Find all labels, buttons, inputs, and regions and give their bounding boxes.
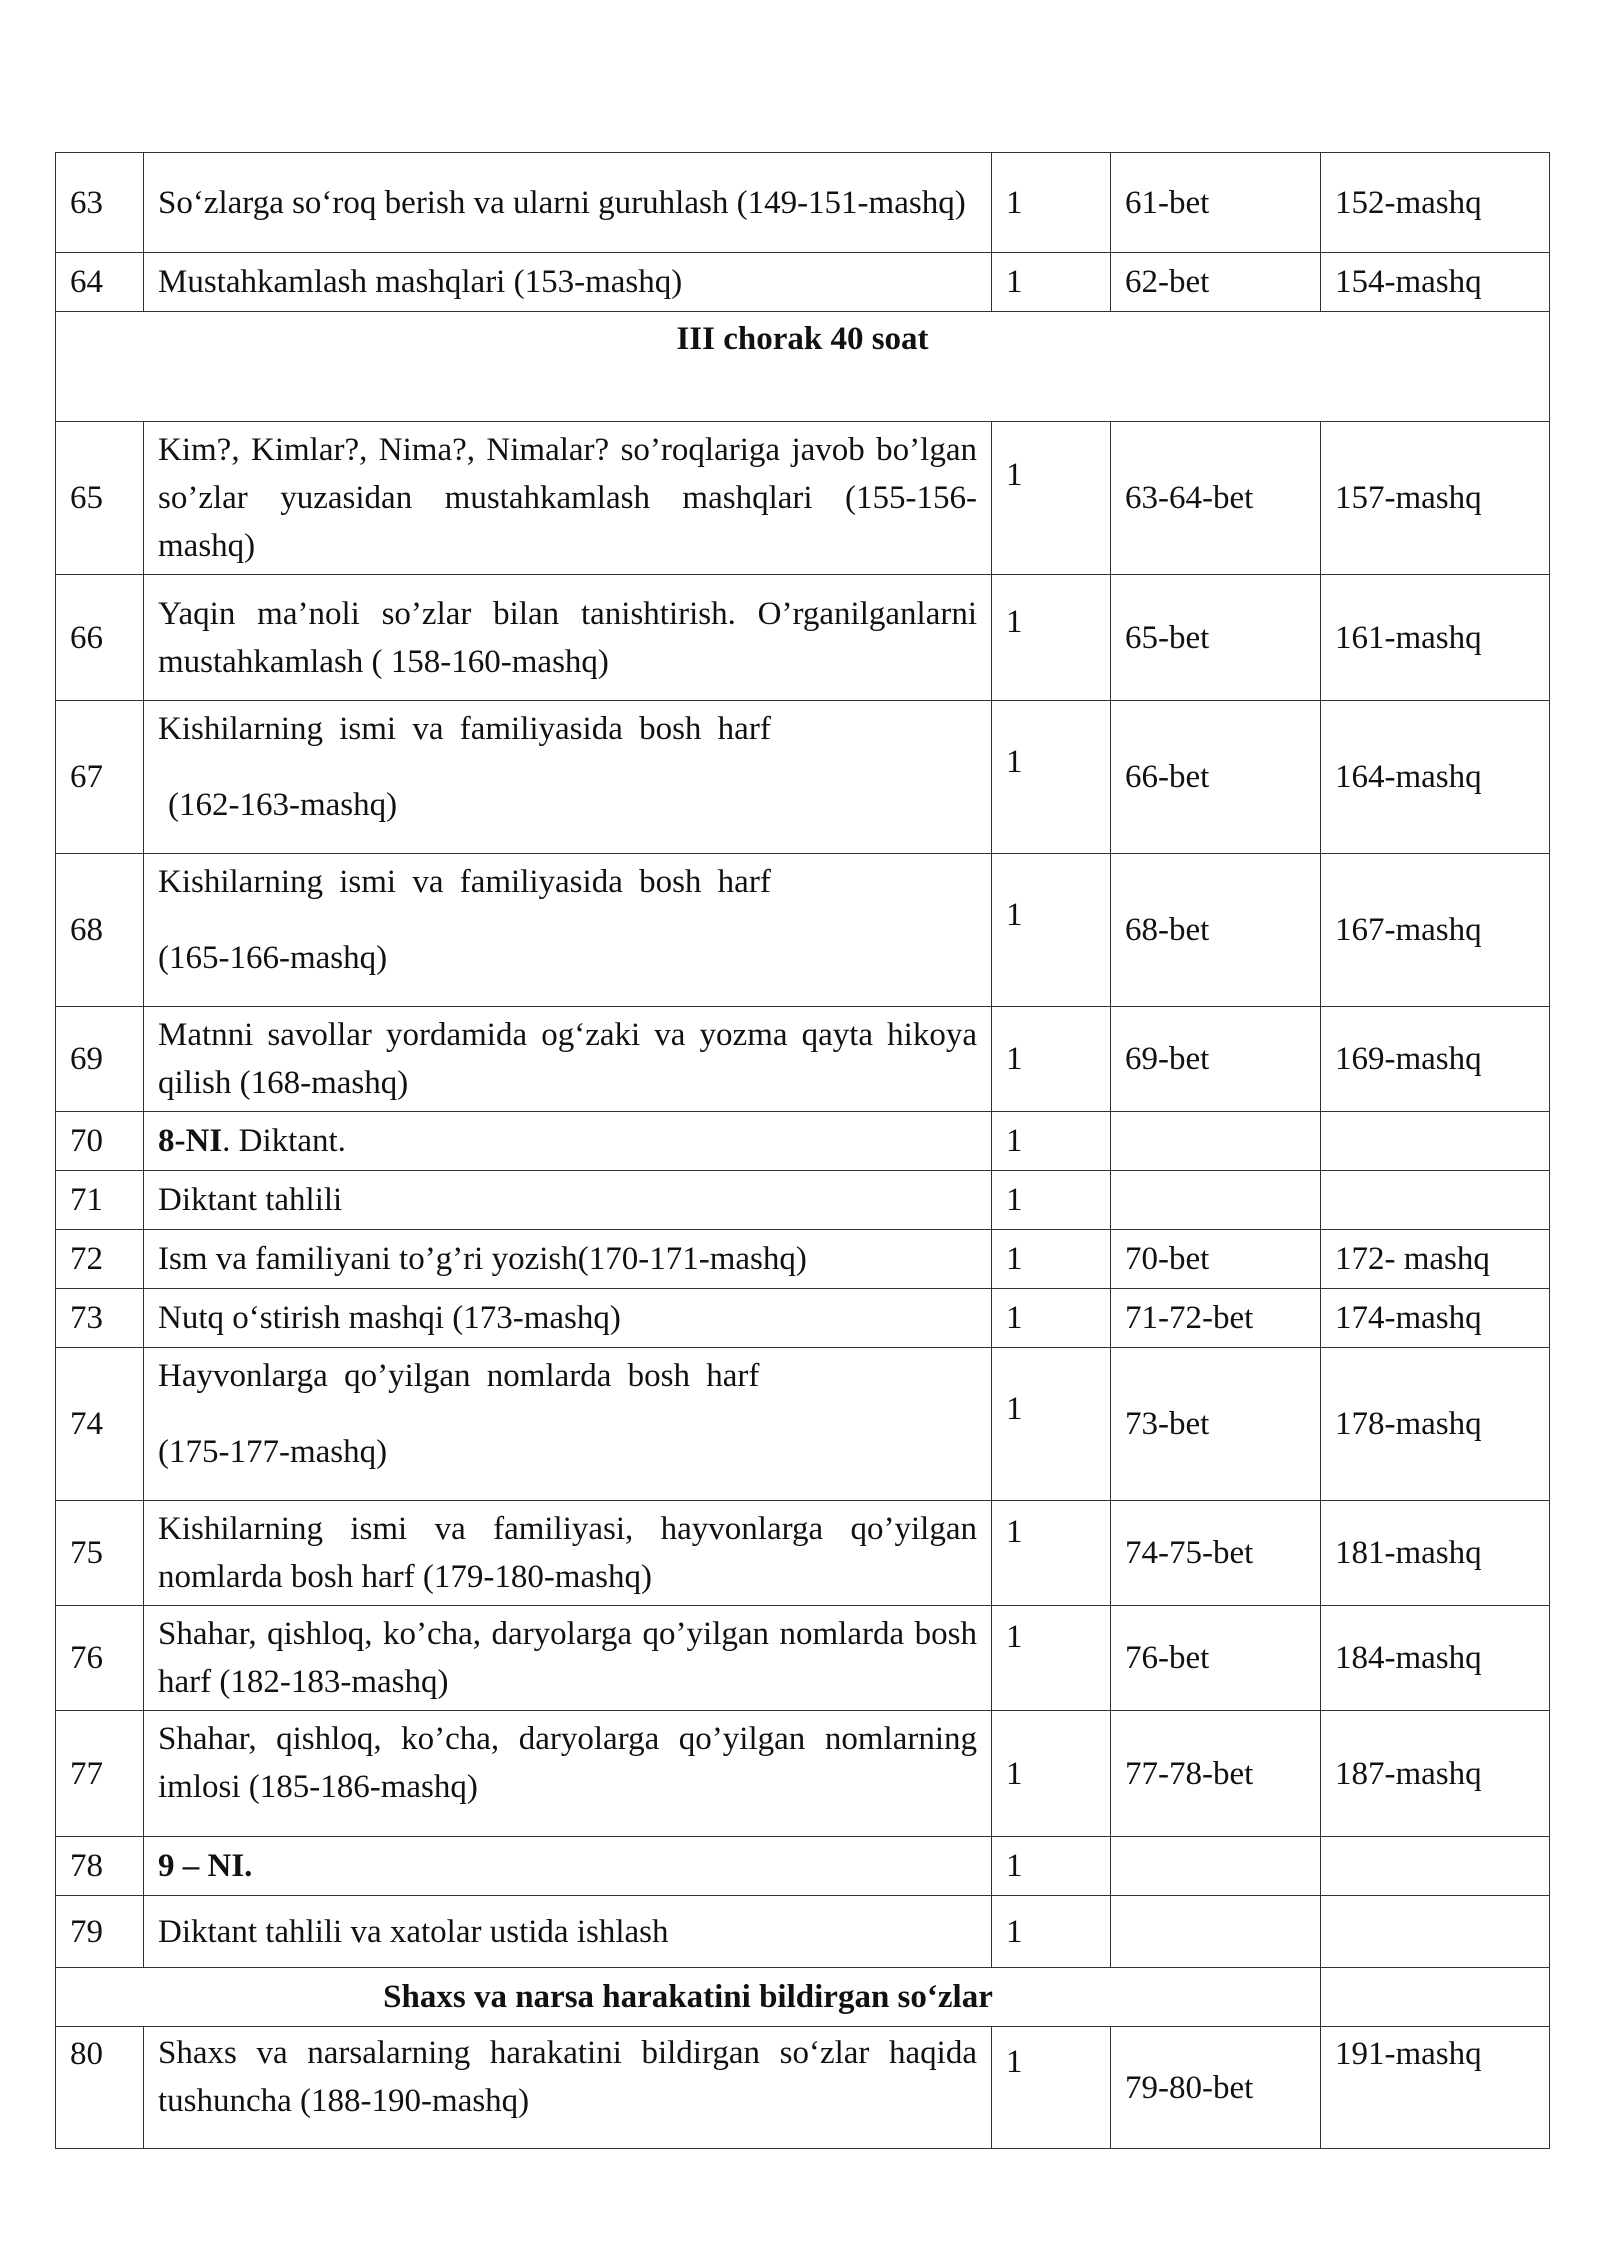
empty-cell: [1321, 1968, 1550, 2027]
table-row: [56, 1230, 1550, 1289]
lesson-hours: 1: [992, 1007, 1111, 1112]
textbook-page: 74-75-bet: [1111, 1501, 1321, 1606]
homework-exercise: 181-mashq: [1321, 1501, 1550, 1606]
homework-exercise: [1321, 1171, 1550, 1230]
textbook-page: [1111, 1837, 1321, 1896]
homework-exercise: 167-mashq: [1321, 854, 1550, 1007]
lesson-number: 71: [56, 1171, 144, 1230]
lesson-number: 72: [56, 1230, 144, 1289]
lesson-topic-line2: (162-163-mashq): [168, 787, 398, 823]
table-row: [56, 1112, 1550, 1171]
homework-exercise: 184-mashq: [1321, 1606, 1550, 1711]
lesson-topic: Kim?, Kimlar?, Nima?, Nimalar? so’roqlariga javob bo’lgan so’zlar yuzasidan mustahkamlash mashqlari (155-156-mashq): [144, 422, 992, 575]
lesson-number: 64: [56, 253, 144, 312]
lesson-topic: Yaqin ma’noli so’zlar bilan tanishtirish. O’rganilganlarni mustahkamlash ( 158-160-mashq): [144, 575, 992, 701]
lesson-hours: 1: [992, 1171, 1111, 1230]
lesson-plan-table: [55, 152, 1550, 2149]
lesson-hours: 1: [992, 1501, 1111, 1606]
homework-exercise: [1321, 1837, 1550, 1896]
table-row: [56, 1606, 1550, 1711]
lesson-hours: 1: [992, 854, 1111, 1007]
lesson-topic-line1: Kishilarning ismi va familiyasida bosh harf: [158, 864, 771, 900]
homework-exercise: 172- mashq: [1321, 1230, 1550, 1289]
lesson-hours: 1: [992, 701, 1111, 854]
lesson-hours: 1: [992, 1230, 1111, 1289]
lesson-topic-line1: Kishilarning ismi va familiyasida bosh harf: [158, 711, 771, 747]
lesson-number: 65: [56, 422, 144, 575]
lesson-number: 63: [56, 153, 144, 253]
lesson-topic: Kishilarning ismi va familiyasi, hayvonlarga qo’yilgan nomlarda bosh harf (179-180-mashq): [144, 1501, 992, 1606]
textbook-page: 77-78-bet: [1111, 1711, 1321, 1837]
table-row: [56, 1171, 1550, 1230]
lesson-hours: 1: [992, 253, 1111, 312]
textbook-page: 70-bet: [1111, 1230, 1321, 1289]
lesson-topic: Shahar, qishloq, ko’cha, daryolarga qo’yilgan nomlarda bosh harf (182-183-mashq): [144, 1606, 992, 1711]
homework-exercise: 154-mashq: [1321, 253, 1550, 312]
table-row: [56, 1007, 1550, 1112]
lesson-topic: [144, 1348, 992, 1501]
lesson-topic-line2: (165-166-mashq): [158, 940, 388, 976]
textbook-page: 69-bet: [1111, 1007, 1321, 1112]
lesson-number: 79: [56, 1896, 144, 1968]
lesson-number: 67: [56, 701, 144, 854]
lesson-topic: [144, 701, 992, 854]
lesson-hours: 1: [992, 575, 1111, 701]
table-row: [56, 1501, 1550, 1606]
lesson-number: 78: [56, 1837, 144, 1896]
textbook-page: 73-bet: [1111, 1348, 1321, 1501]
lesson-number: 69: [56, 1007, 144, 1112]
textbook-page: 65-bet: [1111, 575, 1321, 701]
lesson-number: 74: [56, 1348, 144, 1501]
lesson-hours: 1: [992, 1348, 1111, 1501]
textbook-page: [1111, 1896, 1321, 1968]
table-row: [56, 253, 1550, 312]
lesson-number: 68: [56, 854, 144, 1007]
table-row: [56, 854, 1550, 1007]
table-row: [56, 1289, 1550, 1348]
dictation-text: . Diktant.: [222, 1123, 346, 1159]
lesson-topic: Shahar, qishloq, ko’cha, daryolarga qo’yilgan nomlarning imlosi (185-186-mashq): [144, 1711, 992, 1837]
textbook-page: 66-bet: [1111, 701, 1321, 854]
dictation-label: 9 – NI.: [158, 1848, 253, 1884]
table-row: [56, 575, 1550, 701]
textbook-page: 68-bet: [1111, 854, 1321, 1007]
lesson-topic: Diktant tahlili va xatolar ustida ishlash: [144, 1896, 992, 1968]
lesson-hours: 1: [992, 153, 1111, 253]
lesson-number: 73: [56, 1289, 144, 1348]
homework-exercise: 187-mashq: [1321, 1711, 1550, 1837]
section-title: III chorak 40 soat: [56, 312, 1550, 422]
lesson-topic: Nutq o‘stirish mashqi (173-mashq): [144, 1289, 992, 1348]
textbook-page: [1111, 1171, 1321, 1230]
table-row: [56, 1837, 1550, 1896]
textbook-page: 62-bet: [1111, 253, 1321, 312]
homework-exercise: 191-mashq: [1321, 2027, 1550, 2149]
lesson-topic: [144, 1837, 992, 1896]
lesson-number: 80: [56, 2027, 144, 2149]
lesson-topic: Matnni savollar yordamida og‘zaki va yozma qayta hikoya qilish (168-mashq): [144, 1007, 992, 1112]
lesson-hours: 1: [992, 1606, 1111, 1711]
lesson-topic-line2: (175-177-mashq): [158, 1434, 388, 1470]
lesson-hours: 1: [992, 422, 1111, 575]
lesson-topic: Mustahkamlash mashqlari (153-mashq): [144, 253, 992, 312]
lesson-number: 76: [56, 1606, 144, 1711]
homework-exercise: [1321, 1112, 1550, 1171]
table-row: [56, 1896, 1550, 1968]
homework-exercise: 164-mashq: [1321, 701, 1550, 854]
lesson-hours: 1: [992, 1112, 1111, 1171]
lesson-hours: 1: [992, 1837, 1111, 1896]
table-row: [56, 422, 1550, 575]
lesson-number: 77: [56, 1711, 144, 1837]
homework-exercise: 174-mashq: [1321, 1289, 1550, 1348]
lesson-hours: 1: [992, 1289, 1111, 1348]
table-row: [56, 1348, 1550, 1501]
lesson-hours: 1: [992, 1711, 1111, 1837]
textbook-page: 71-72-bet: [1111, 1289, 1321, 1348]
table-row: [56, 701, 1550, 854]
table-row: [56, 1711, 1550, 1837]
section-row: [56, 312, 1550, 422]
textbook-page: 61-bet: [1111, 153, 1321, 253]
homework-exercise: [1321, 1896, 1550, 1968]
lesson-hours: 1: [992, 2027, 1111, 2149]
homework-exercise: 157-mashq: [1321, 422, 1550, 575]
section-title: Shaxs va narsa harakatini bildirgan so‘zlar: [56, 1968, 1321, 2027]
textbook-page: [1111, 1112, 1321, 1171]
textbook-page: 76-bet: [1111, 1606, 1321, 1711]
lesson-number: 75: [56, 1501, 144, 1606]
table-row: [56, 2027, 1550, 2149]
textbook-page: 79-80-bet: [1111, 2027, 1321, 2149]
lesson-topic: [144, 1112, 992, 1171]
lesson-topic: So‘zlarga so‘roq berish va ularni guruhlash (149-151-mashq): [144, 153, 992, 253]
table-row: [56, 153, 1550, 253]
lesson-hours: 1: [992, 1896, 1111, 1968]
section-row: [56, 1968, 1550, 2027]
lesson-number: 66: [56, 575, 144, 701]
lesson-number: 70: [56, 1112, 144, 1171]
lesson-topic: Ism va familiyani to’g’ri yozish(170-171-mashq): [144, 1230, 992, 1289]
homework-exercise: 152-mashq: [1321, 153, 1550, 253]
lesson-topic: Diktant tahlili: [144, 1171, 992, 1230]
lesson-topic-line1: Hayvonlarga qo’yilgan nomlarda bosh harf: [158, 1358, 760, 1394]
homework-exercise: 161-mashq: [1321, 575, 1550, 701]
dictation-label: 8-NI: [158, 1123, 223, 1159]
textbook-page: 63-64-bet: [1111, 422, 1321, 575]
lesson-topic: Shaxs va narsalarning harakatini bildirgan so‘zlar haqida tushuncha (188-190-mashq): [144, 2027, 992, 2149]
lesson-topic: [144, 854, 992, 1007]
homework-exercise: 178-mashq: [1321, 1348, 1550, 1501]
homework-exercise: 169-mashq: [1321, 1007, 1550, 1112]
